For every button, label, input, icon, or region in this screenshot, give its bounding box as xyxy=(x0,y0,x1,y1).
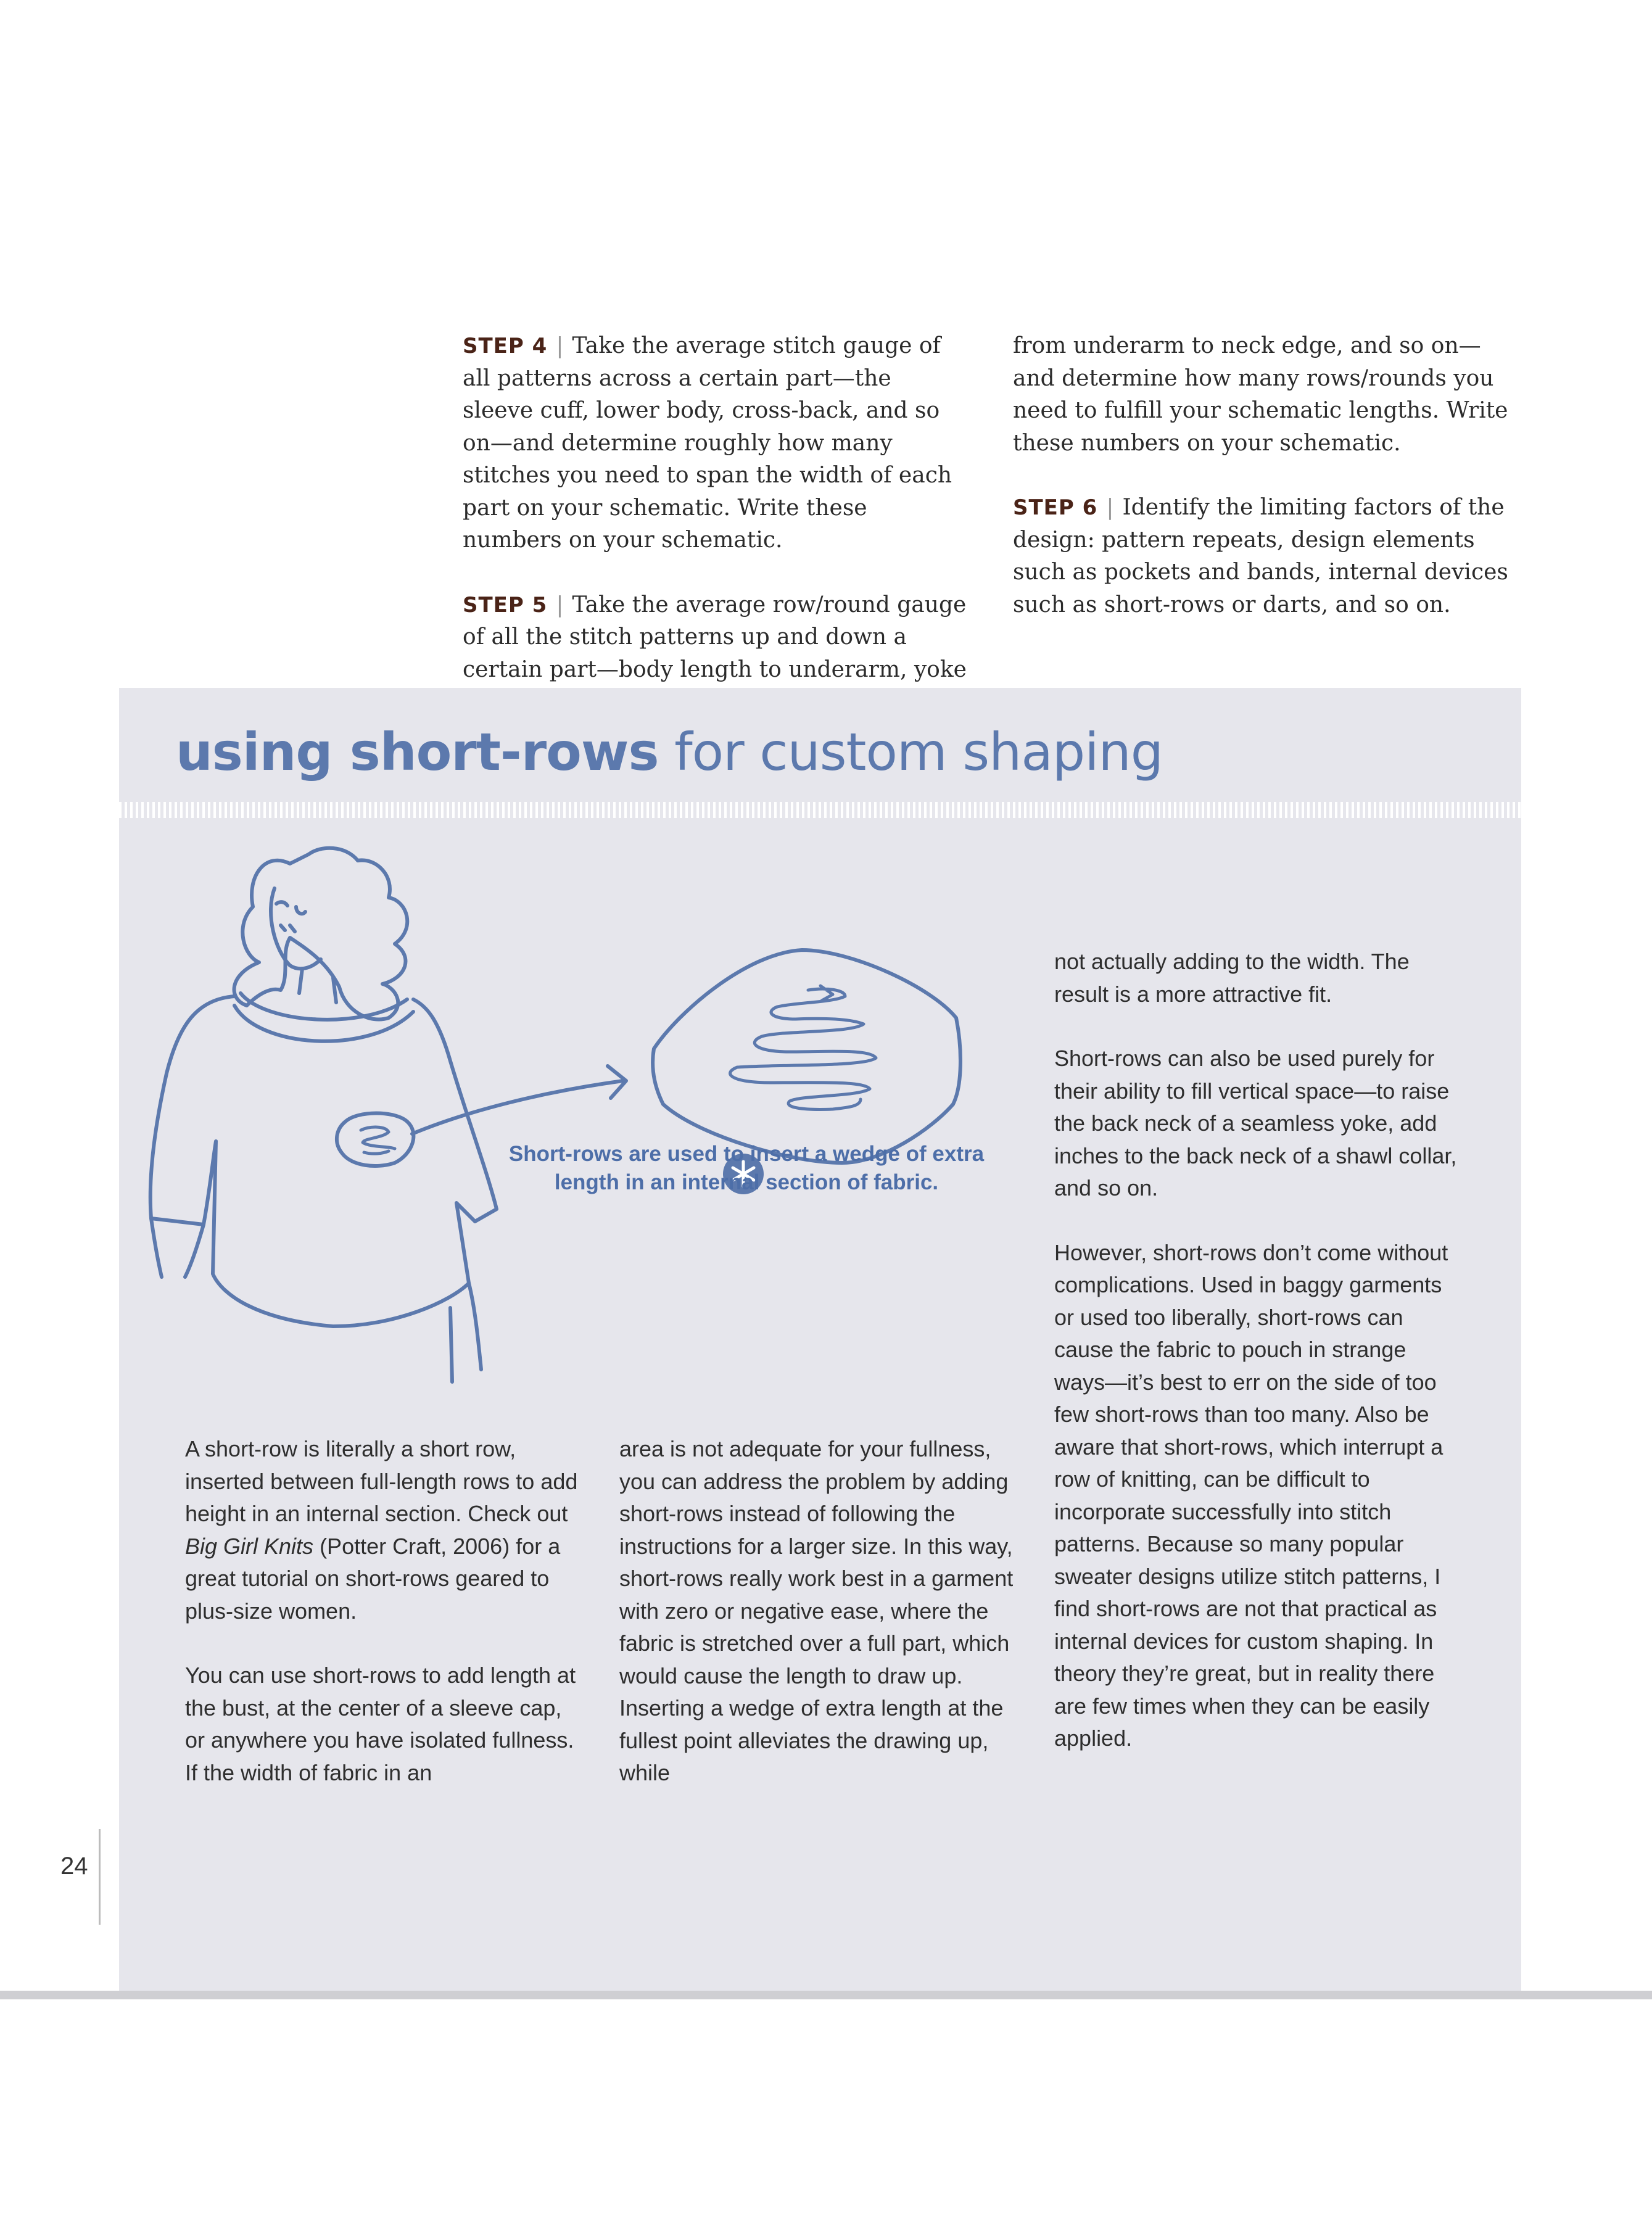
col1-text-a: A short-row is literally a short row, inserted between full-length rows to add height in an internal section. Check out xyxy=(185,1436,578,1526)
sidebar-col1-paragraph-1 xyxy=(185,1433,586,1627)
sidebar-col3-paragraph-3: However, short-rows don’t come without complications. Used in baggy garments or used too liberally, short-rows can cause the fabric to pouch in strange ways—it’s best to err on the side of too few short-rows than too many. Also be aware that short-rows, which interrupt a row of knitting, can be difficult to incorporate successfully into stitch patterns. Because so many popular sweater designs utilize stitch patterns, I find short-rows are not that practical as internal devices for custom shaping. In theory they’re great, but in reality there are few times when they can be easily applied. xyxy=(1054,1239,1448,1751)
step-5-text: Take the average row/round gauge of all the stitch patterns up and down a certain part—body length to underarm, yoke xyxy=(463,592,967,682)
chest-swatch-icon xyxy=(337,1113,413,1167)
sidebar-col1-paragraph-2: You can use short-rows to add length at the bust, at the center of a sleeve cap, or anywhere you have isolated fullness. If the width of fabric in an xyxy=(185,1663,576,1785)
col1-text-b: (Potter Craft, 2006) for a great tutorial on short-rows geared to plus-size women. xyxy=(185,1533,561,1624)
step-4-text: Take the average stitch gauge of all patterns across a certain part—the sleeve cuff, lower body, cross-back, and so on—and determine roughly how many stitches you need to span the width of each part on your schematic. Write these numbers on your schematic. xyxy=(463,333,952,553)
short-rows-squiggle xyxy=(730,986,876,1109)
arrow-icon xyxy=(412,1081,623,1134)
sidebar-column-2 xyxy=(619,1433,1026,1822)
sidebar-title-bold: using short-rows xyxy=(176,722,659,782)
sidebar-col2-paragraph-1: area is not adequate for your fullness, you can address the problem by adding short-rows instead of following the instructions for a larger size. In this way, short-rows really work best in a garment with zero or negative ease, where the fabric is stretched over a full part, which would cause the length to draw up. Inserting a wedge of extra length at the fullest point alleviates the drawing up, while xyxy=(619,1436,1014,1785)
page-number: 24 xyxy=(60,1853,88,1880)
step-separator: | xyxy=(556,592,564,618)
step-separator: | xyxy=(556,333,564,358)
bottom-border-bar xyxy=(0,1991,1652,1999)
sidebar-col3-paragraph-2: Short-rows can also be used purely for their ability to fill vertical space—to raise the back neck of a seamless yoke, add inches to the back neck of a shawl collar, and so on. xyxy=(1054,1046,1457,1200)
right-sleeve-seam xyxy=(450,1283,481,1382)
woman-hair xyxy=(234,848,408,1020)
step-separator: | xyxy=(1106,495,1114,520)
fabric-swatch-icon xyxy=(653,950,960,1163)
step-5-continued: from underarm to neck edge, and so on—and determine how many rows/rounds you need to fulfill your schematic lengths. Write these numbers on your schematic. xyxy=(1013,333,1508,456)
step-4-label: STEP 4 xyxy=(463,334,548,358)
step-6-text: Identify the limiting factors of the design: pattern repeats, design elements such as pockets and bands, internal devices such as short-rows or darts, and so on. xyxy=(1013,495,1508,618)
sidebar-title-rest: for custom shaping xyxy=(658,722,1163,782)
step-6-label: STEP 6 xyxy=(1013,495,1098,520)
left-sleeve-seam xyxy=(151,1218,204,1277)
sidebar-column-3 xyxy=(1054,946,1461,1787)
sidebar-col3-paragraph-1: not actually adding to the width. The result is a more attractive fit. xyxy=(1054,949,1410,1007)
book-title: Big Girl Knits xyxy=(185,1533,314,1559)
step-5-label: STEP 5 xyxy=(463,592,548,618)
illustration-caption: Short-rows are used to insert a wedge of extra length in an internal section of fabric. xyxy=(508,1142,985,1194)
page-number-rule xyxy=(99,1829,101,1925)
sweater-body xyxy=(151,996,497,1326)
sidebar-column-1 xyxy=(185,1433,586,1821)
